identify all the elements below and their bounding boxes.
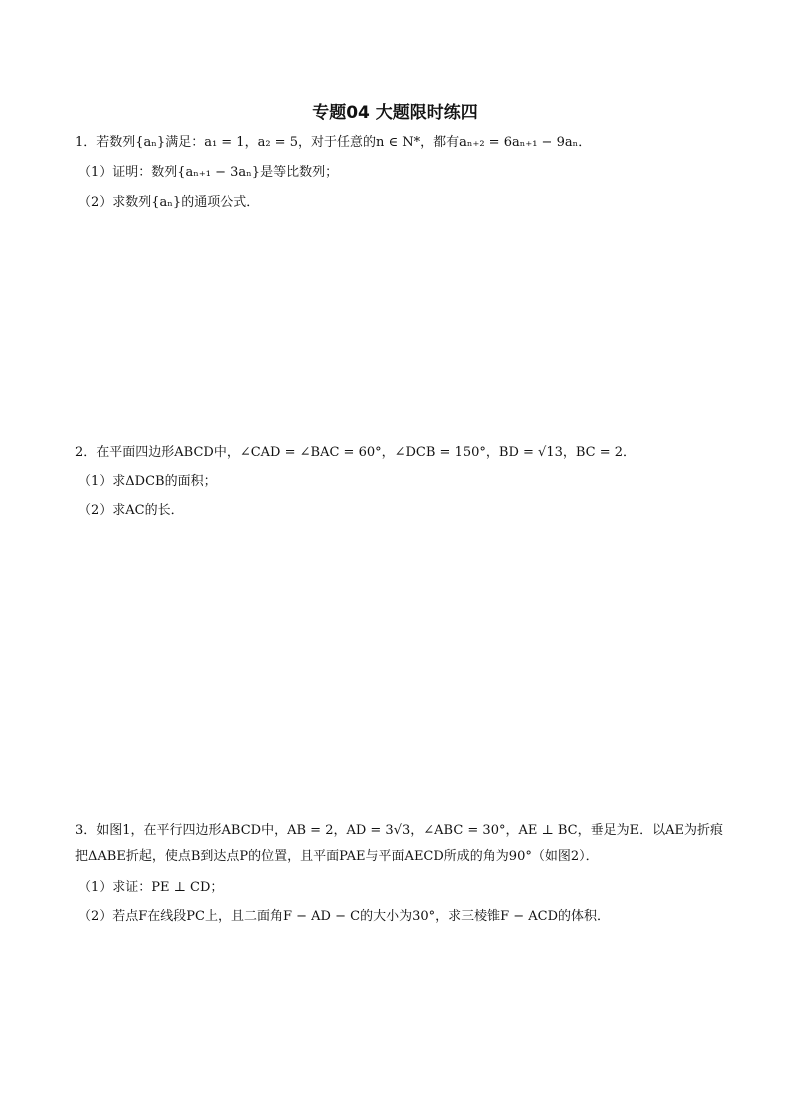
problem-3-part-2: （2）若点F在线段PC上，且二面角F − AD − C的大小为30°，求三棱锥F − ACD的体积． <box>78 909 611 924</box>
problem-1-stem: 1．若数列{aₙ}满足：a₁ = 1，a₂ = 5，对于任意的n ∈ N*，都有aₙ₊₂ = 6aₙ₊₁ − 9aₙ． <box>75 135 592 150</box>
problem-3-part-1: （1）求证：PE ⊥ CD； <box>78 880 224 895</box>
problem-1-part-2: （2）求数列{aₙ}的通项公式． <box>78 195 260 210</box>
problem-2-part-2: （2）求AC的长． <box>78 503 184 518</box>
problem-2-stem: 2．在平面四边形ABCD中，∠CAD = ∠BAC = 60°，∠DCB = 150°，BD = √13，BC = 2． <box>75 445 637 460</box>
page-title: 专题04 大题限时练四 <box>312 103 478 123</box>
problem-2-part-1: （1）求ΔDCB的面积； <box>78 474 217 489</box>
problem-1-part-1: （1）证明：数列{aₙ₊₁ − 3aₙ}是等比数列； <box>78 165 339 180</box>
problem-3-stem: 3．如图1，在平行四边形ABCD中，AB = 2，AD = 3√3，∠ABC = 30°，AE ⊥ BC，垂足为E．以AE为折痕把ΔABE折起，使点B到达点P的位置，且平面PAE与平面AECD所成的角为90°（如图2）． <box>75 823 723 864</box>
